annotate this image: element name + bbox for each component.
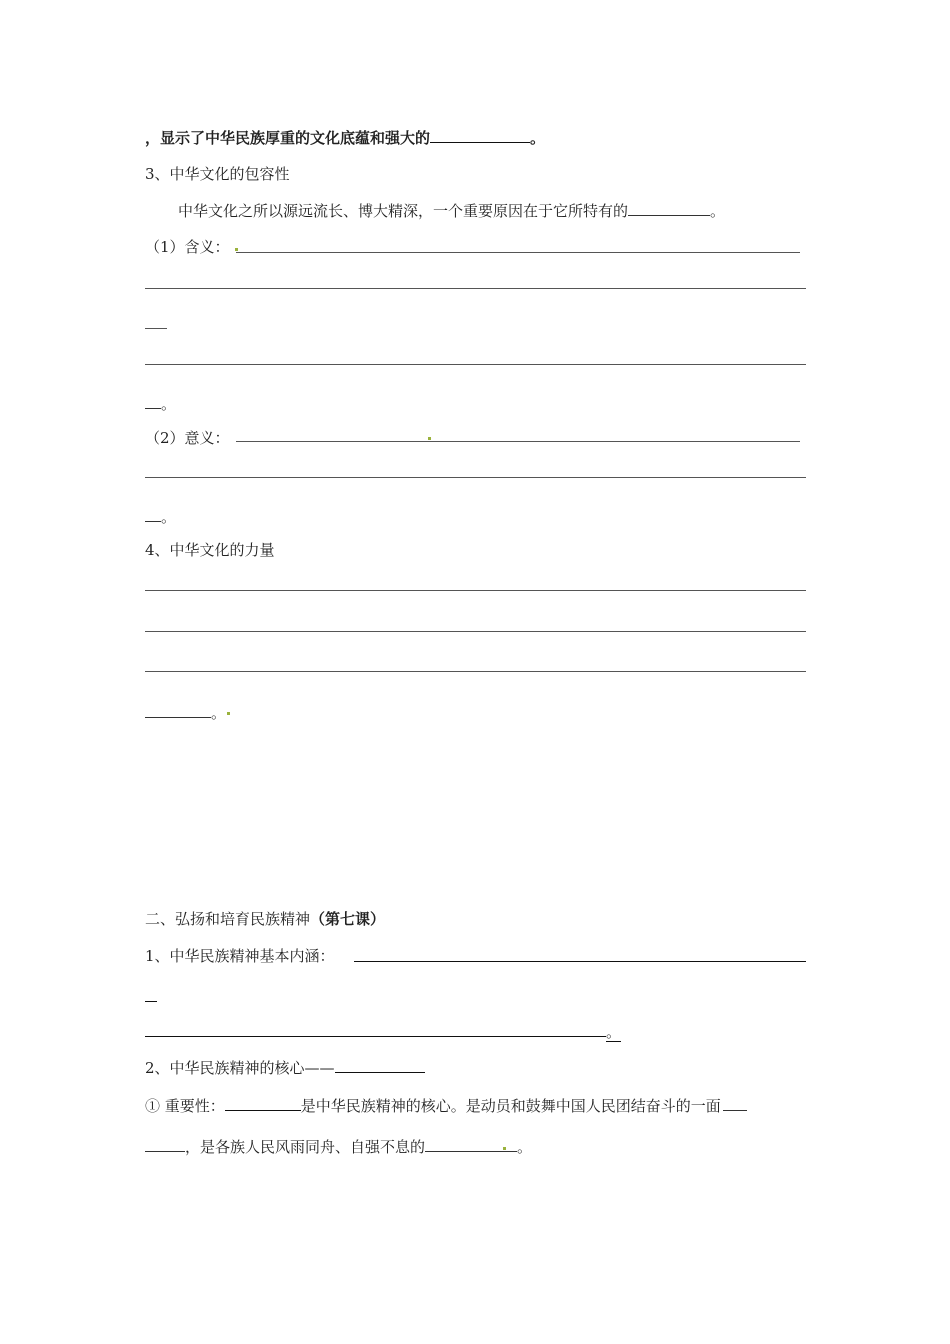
answer-line[interactable] [236, 252, 800, 253]
label-basic-content: 1、中华民族精神基本内涵： [145, 947, 335, 965]
line-importance-cont [145, 1137, 532, 1157]
line-end-power [145, 703, 226, 723]
text: 中华文化之所以源远流长、博大精深，一个重要原因在于它所特有的 [178, 202, 629, 220]
section-title: 二、弘扬和培育民族精神 [145, 910, 311, 928]
heading-inclusiveness: 3、中华文化的包容性 [145, 165, 290, 183]
answer-line[interactable] [145, 631, 806, 632]
label-meaning: （1）含义： [145, 238, 230, 256]
label-significance: （2）意义： [145, 429, 230, 447]
marker-dot [227, 712, 230, 715]
line-importance [145, 1096, 747, 1116]
line-cultural-heritage [145, 128, 545, 148]
fill-blank[interactable] [145, 507, 161, 522]
line-end-meaning [145, 394, 176, 414]
fill-blank[interactable] [335, 1058, 425, 1073]
line-end-significance [145, 507, 176, 527]
section-heading-national-spirit [145, 909, 385, 929]
fill-blank[interactable] [145, 394, 161, 409]
fill-blank[interactable] [430, 128, 530, 143]
fill-blank[interactable] [723, 1096, 747, 1111]
answer-line[interactable] [354, 961, 806, 962]
fill-blank[interactable] [145, 703, 211, 718]
text: 是中华民族精神的核心。是动员和鼓舞中国人民团结奋斗的一面 [300, 1097, 721, 1115]
text: ，显示了中华民族厚重的文化底蕴和强大的 [145, 129, 431, 147]
period: 。 [517, 1138, 533, 1156]
heading-power: 4、中华文化的力量 [145, 541, 275, 559]
period: 。 [161, 395, 177, 413]
fill-blank[interactable] [145, 1022, 606, 1037]
text: 2、中华民族精神的核心—— [145, 1059, 335, 1077]
marker-dot [235, 248, 238, 251]
answer-line[interactable] [145, 477, 806, 478]
answer-line-short[interactable] [145, 1001, 157, 1002]
answer-line[interactable] [145, 671, 806, 672]
text: ，是各族人民风雨同舟、自强不息的 [185, 1138, 426, 1156]
fill-blank[interactable] [145, 1137, 185, 1152]
text: ① 重要性： [145, 1097, 225, 1115]
period: 。 [211, 704, 227, 722]
line-core-spirit [145, 1058, 425, 1078]
lesson-label: （第七课） [310, 910, 386, 928]
answer-line[interactable] [145, 288, 806, 289]
marker-dot [428, 437, 431, 440]
answer-line[interactable] [145, 364, 806, 365]
fill-blank[interactable] [225, 1096, 301, 1111]
period: 。 [710, 202, 726, 220]
fill-blank[interactable] [628, 201, 710, 216]
marker-dot [503, 1147, 506, 1150]
answer-line-short[interactable] [145, 328, 167, 329]
period: 。 [606, 1023, 622, 1041]
paragraph-inclusiveness [178, 201, 725, 221]
answer-line[interactable] [236, 441, 800, 442]
period: 。 [161, 508, 177, 526]
answer-line[interactable] [145, 590, 806, 591]
line-end-basic-content [145, 1022, 621, 1042]
period: 。 [530, 129, 546, 147]
